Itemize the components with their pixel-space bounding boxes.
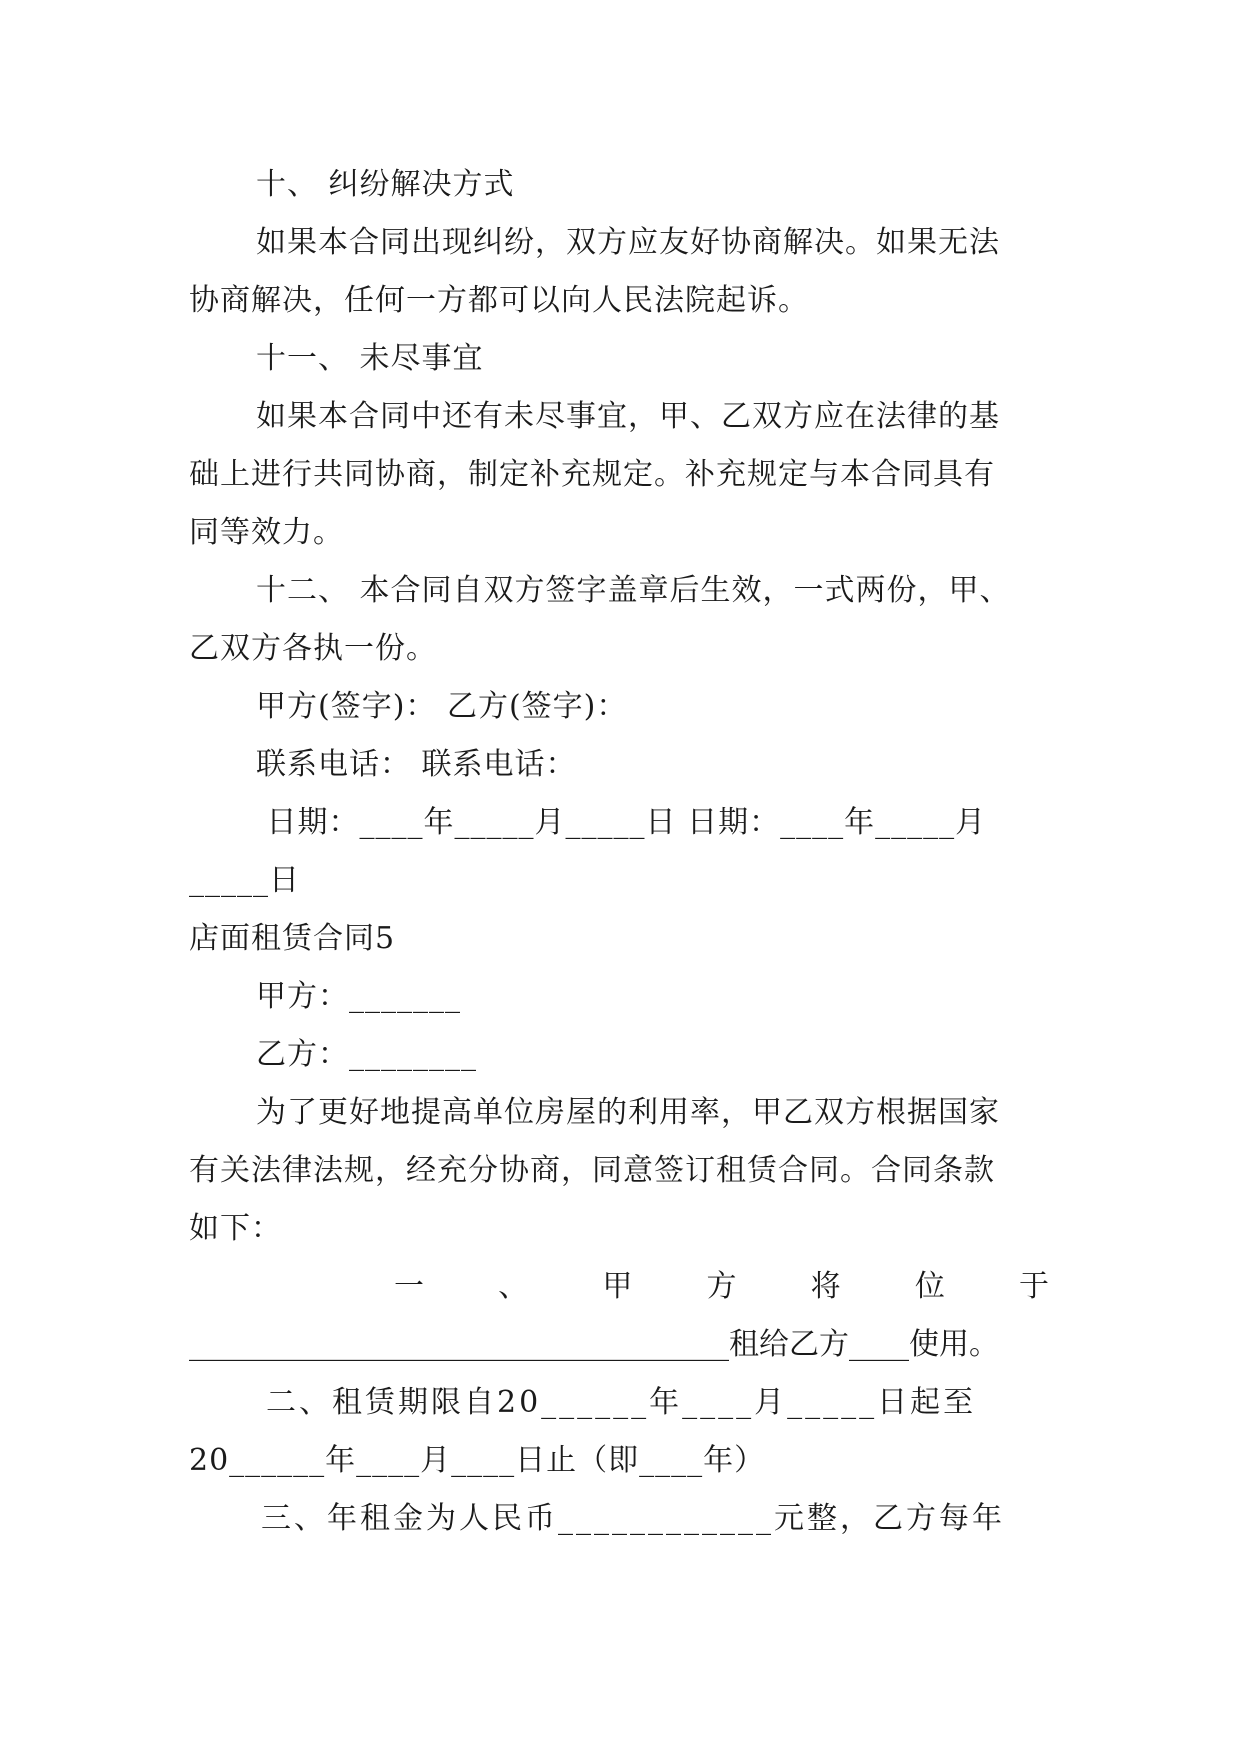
clause-1-line-2: ____________________________________租给乙方____使用。 xyxy=(189,1327,999,1362)
section-11-text-line-2: 础上进行共同协商，制定补充规定。补充规定与本合同具有 xyxy=(189,457,995,492)
clause-1-line-1: 一 、 甲 方 将 位 于 xyxy=(394,1269,1049,1304)
section-12-text-line-1: 十二、 本合同自双方签字盖章后生效，一式两份，甲、 xyxy=(256,573,1011,608)
clause-2-line-1: 二、租赁期限自20______年____月_____日起至 xyxy=(266,1385,977,1420)
section-11-text-line-3: 同等效力。 xyxy=(189,515,344,550)
date-line-continued: _____日 xyxy=(189,863,300,898)
section-10-heading: 十、 纠纷解决方式 xyxy=(256,167,515,202)
preamble-line-2: 有关法律法规，经充分协商，同意签订租赁合同。合同条款 xyxy=(189,1153,995,1188)
signature-line: 甲方(签字)： 乙方(签字)： xyxy=(256,689,628,724)
section-10-text-line-2: 协商解决，任何一方都可以向人民法院起诉。 xyxy=(189,283,809,318)
clause-2-line-2: 20______年____月____日止（即____年） xyxy=(189,1443,766,1478)
phone-line: 联系电话： 联系电话： xyxy=(256,747,577,782)
party-b-line: 乙方：________ xyxy=(256,1037,477,1072)
date-line: 日期：____年_____月_____日 日期：____年_____月 xyxy=(256,805,987,840)
preamble-line-1: 为了更好地提高单位房屋的利用率，甲乙双方根据国家 xyxy=(256,1095,1000,1130)
party-a-line: 甲方：_______ xyxy=(256,979,461,1014)
section-12-text-line-2: 乙双方各执一份。 xyxy=(189,631,437,666)
preamble-line-3: 如下： xyxy=(189,1211,282,1246)
section-10-text-line-1: 如果本合同出现纠纷，双方应友好协商解决。如果无法 xyxy=(256,225,1000,260)
contract-5-title: 店面租赁合同5 xyxy=(189,921,396,956)
section-11-text-line-1: 如果本合同中还有未尽事宜，甲、乙双方应在法律的基 xyxy=(256,399,1000,434)
clause-3-line-1: 三、年租金为人民币____________元整，乙方每年 xyxy=(261,1501,1005,1536)
section-11-heading: 十一、 未尽事宜 xyxy=(256,341,484,376)
